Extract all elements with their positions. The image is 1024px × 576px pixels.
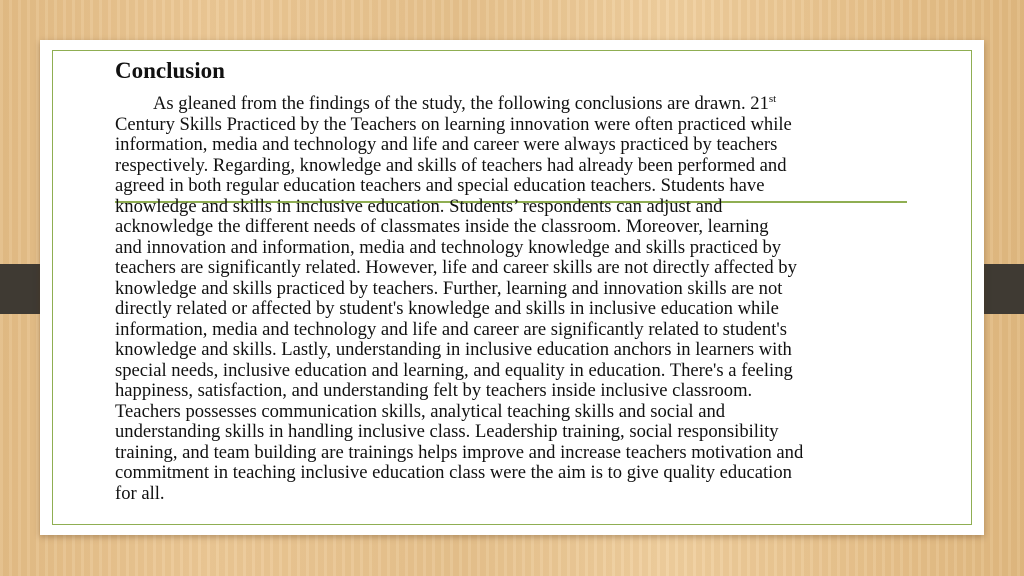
paragraph-line: for all. (115, 482, 165, 504)
paragraph-line: As gleaned from the findings of the study, the following conclusions are drawn. 21st (153, 93, 777, 114)
paragraph-line: directly related or affected by student's knowledge and skills in inclusive education while (115, 298, 779, 319)
paragraph-line: information, media and technology and life and career were always practiced by teachers (115, 134, 778, 155)
paragraph-line: acknowledge the different needs of classmates inside the classroom. Moreover, learning (115, 216, 769, 237)
paragraph-line: happiness, satisfaction, and understanding felt by teachers inside inclusive classroom. (115, 380, 753, 401)
paragraph-line: commitment in teaching inclusive education class were the aim is to give quality education (115, 462, 792, 483)
paragraph-line: knowledge and skills in inclusive education. Students’ respondents can adjust and (115, 195, 723, 217)
conclusion-paragraph (115, 94, 907, 504)
paragraph-line: and innovation and information, media and technology knowledge and skills practiced by (115, 236, 782, 258)
paragraph-line: training, and team building are trainings helps improve and increase teachers motivation and (115, 441, 804, 463)
paragraph-line: knowledge and skills. Lastly, understanding in inclusive education anchors in learners with (115, 339, 792, 360)
paragraph-line: respectively. Regarding, knowledge and skills of teachers had already been performed and (115, 154, 787, 176)
paragraph-line: information, media and technology and life and career are significantly related to student's (115, 318, 787, 340)
paragraph-line: understanding skills in handling inclusive class. Leadership training, social responsibility (115, 421, 779, 442)
paragraph-line: knowledge and skills practiced by teachers. Further, learning and innovation skills are not (115, 277, 783, 299)
superscript-ordinal: st (768, 93, 777, 105)
paragraph-line: agreed in both regular education teachers and special education teachers. Students have (115, 175, 765, 196)
paragraph-line: special needs, inclusive education and learning, and equality in education. There's a feeling (115, 359, 793, 381)
paragraph-line: Century Skills Practiced by the Teachers on learning innovation were often practiced while (115, 113, 792, 135)
slide-title: Conclusion (115, 58, 225, 83)
paragraph-line: teachers are significantly related. However, life and career skills are not directly affected by (115, 257, 797, 278)
paragraph-line: Teachers possesses communication skills, analytical teaching skills and social and (115, 400, 726, 422)
